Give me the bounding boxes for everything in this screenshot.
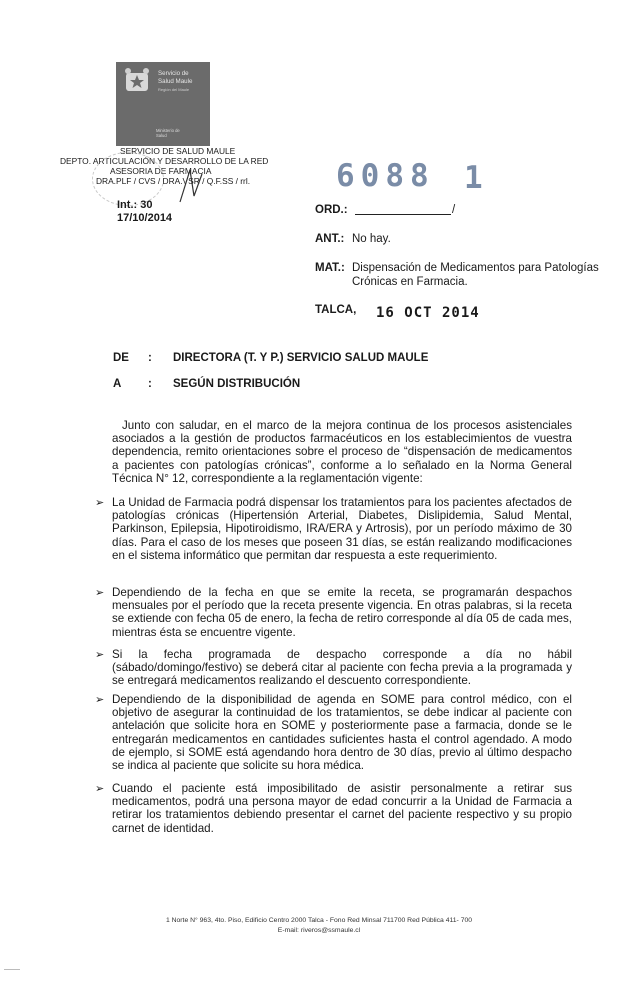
ant-label: ANT.:: [315, 233, 345, 245]
to-colon: :: [148, 378, 152, 390]
logo-line-salud: Salud Maule: [158, 78, 193, 85]
to-label: A: [113, 378, 122, 390]
page-edge-mark: [4, 969, 20, 970]
mat-value-line2: Crónicas en Farmacia.: [352, 276, 468, 288]
internal-reference: [117, 199, 172, 225]
bullet-text-5: Cuando el paciente está imposibilitado de asistir personalmente a retirar sus medicamentos, podrá una persona mayor de edad concurrir a la Unidad de Farmacia a retirar los tratamientos debiendo presentar el carnet del paciente respectivo y su propio carnet de identidad.: [112, 782, 572, 835]
ord-slash: /: [452, 204, 456, 216]
date-stamp: 16 OCT 2014: [376, 305, 480, 321]
bullet-marker-1: ➢: [95, 497, 105, 509]
mat-value-line1: Dispensación de Medicamentos para Patologías: [352, 262, 599, 274]
internal-date: 17/10/2014: [117, 212, 173, 224]
bullet-marker-2: ➢: [95, 587, 105, 599]
place-label: TALCA,: [315, 304, 357, 316]
department-name: DEPTO. ARTICULACIÓN Y DESARROLLO DE LA RED: [60, 156, 269, 166]
institution-logo: [116, 62, 210, 146]
registry-number: 6088: [336, 158, 435, 194]
service-name: SERVICIO DE SALUD MAULE: [120, 146, 236, 156]
to-value: SEGÚN DISTRIBUCIÓN: [173, 378, 301, 390]
registry-number-suffix: 1: [464, 160, 483, 196]
bullet-marker-5: ➢: [95, 783, 105, 795]
from-colon: :: [148, 352, 152, 364]
bullet-marker-4: ➢: [95, 694, 105, 706]
from-label: DE: [113, 352, 129, 364]
coat-of-arms-icon: [122, 67, 152, 95]
internal-number: Int.: 30: [117, 199, 153, 211]
logo-line-region: Región del Maule: [158, 87, 190, 92]
from-value: DIRECTORA (T. Y P.) SERVICIO SALUD MAULE: [173, 352, 429, 364]
logo-ministry: [156, 128, 180, 138]
intro-paragraph: Junto con saludar, en el marco de la mejora continua de los procesos asistenciales asociados a la gestión de productos farmacéuticos en los establecimientos de vuestra dependencia, remito orientaciones sobre el proceso de “dispensación de medicamentos a pacientes con patologías crónicas”, conforme a lo señalado en la Norma General Técnica N° 12, correspondiente a la reglamentación vigente:: [112, 419, 572, 485]
bullet-text-3: Si la fecha programada de despacho corresponde a día no hábil (sábado/domingo/festivo) se deberá citar al paciente con fecha previa a la programada y se entregará medicamentos realizando el descuento correspondiente.: [112, 648, 572, 688]
bullet-text-2: Dependiendo de la fecha en que se emite la receta, se programarán despachos mensuales por el período que la receta presente vigencia. En otras palabras, si la receta se extiende con fecha 05 de enero, la fecha de retiro corresponde al día 05 de cada mes, mientras ésta se encuentre vigente.: [112, 586, 572, 639]
logo-ministry-line1: Ministerio de: [156, 128, 180, 133]
bullet-marker-3: ➢: [95, 649, 105, 661]
footer-address: 1 Norte N° 963, 4to. Piso, Edificio Centro 2000 Talca - Fono Red Minsal 711700 Red Pública 411- 700: [165, 917, 473, 924]
advisory-name: ASESORIA DE FARMACIA: [110, 166, 212, 176]
mat-label: MAT.:: [315, 262, 345, 274]
logo-line-service: Servicio de: [158, 70, 189, 77]
bullet-text-1: La Unidad de Farmacia podrá dispensar los tratamientos para los pacientes afectados de patologías crónicas (Hipertensión Arterial, Diabetes, Dislipidemia, Salud Mental, Parkinson, Epilepsia, Hipotiroidismo, IRA/ERA y Artrosis), por un período máximo de 30 días. Para el caso de los meses que poseen 31 días, se están realizando modificaciones en el sistema informático que permitan dar respuesta a este requerimiento.: [112, 496, 572, 562]
ant-value: No hay.: [352, 233, 391, 245]
ord-label: ORD.:: [315, 204, 348, 216]
footer-email: E-mail: riveros@ssmaule.cl: [277, 927, 361, 934]
bullet-text-4: Dependiendo de la disponibilidad de agenda en SOME para control médico, con el objetivo de asegurar la continuidad de los tratamientos, se debe indicar al paciente con antelación que solicite hora en SOME y posteriormente pase a farmacia, donde se le entregarán medicamentos en cantidades suficientes hasta el control agendado. A modo de ejemplo, si SOME está agendando hora dentro de 30 días, previo al último despacho se indica al paciente que solicite su hora médica.: [112, 693, 572, 773]
initials-line: DRA.PLF / CVS / DRA.VSR / Q.F.SS / rrl.: [96, 176, 251, 186]
ord-blank-line: [355, 214, 451, 215]
logo-ministry-line2: Salud: [156, 133, 167, 138]
signature-mark-icon: [176, 166, 206, 206]
